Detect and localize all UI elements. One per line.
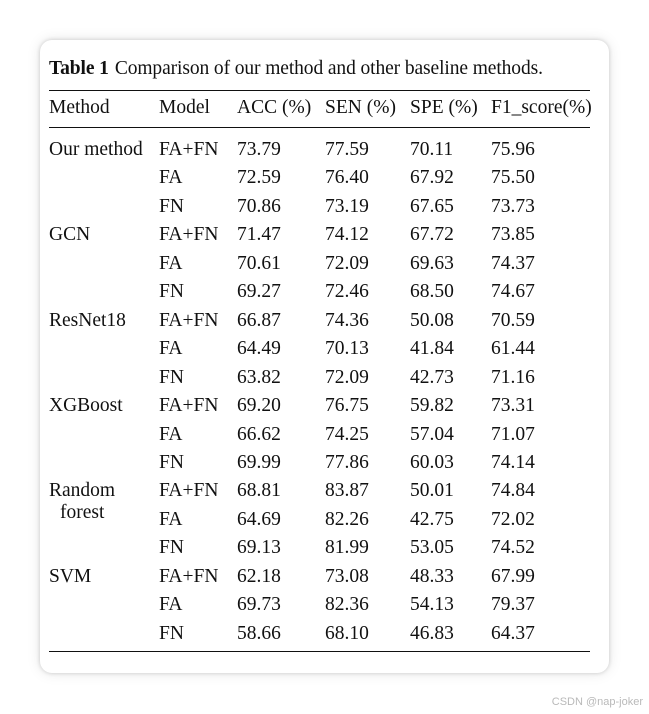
- f1-cell: 64.37: [491, 622, 535, 644]
- spe-cell: 50.08: [410, 309, 454, 331]
- spe-cell: 68.50: [410, 281, 454, 303]
- acc-cell: 69.99: [237, 451, 281, 473]
- sen-cell: 70.13: [325, 338, 369, 360]
- header-acc: ACC (%): [237, 97, 312, 118]
- method-label: XGBoost: [49, 395, 123, 417]
- table-caption-text: Comparison of our method and other baseline methods.: [114, 58, 543, 79]
- method-label: Random: [49, 480, 116, 502]
- header-f1: F1_score(%): [491, 97, 592, 118]
- sen-cell: 74.36: [325, 309, 369, 331]
- acc-cell: 66.87: [237, 309, 281, 331]
- model-cell: FA+FN: [159, 395, 219, 417]
- model-cell: FA+FN: [159, 565, 219, 587]
- table-label: Table 1: [49, 58, 109, 79]
- sen-cell: 73.08: [325, 565, 369, 587]
- model-cell: FA: [159, 167, 183, 189]
- sen-cell: 82.36: [325, 594, 369, 616]
- sen-cell: 83.87: [325, 480, 369, 502]
- method-label: GCN: [49, 224, 91, 246]
- acc-cell: 64.49: [237, 338, 281, 360]
- f1-cell: 73.85: [491, 224, 535, 246]
- acc-cell: 72.59: [237, 167, 281, 189]
- f1-cell: 72.02: [491, 508, 535, 530]
- f1-cell: 74.52: [491, 537, 535, 559]
- model-cell: FN: [159, 622, 184, 644]
- spe-cell: 41.84: [410, 338, 454, 360]
- acc-cell: 70.61: [237, 252, 281, 274]
- acc-cell: 64.69: [237, 508, 281, 530]
- sen-cell: 74.12: [325, 224, 369, 246]
- f1-cell: 75.96: [491, 139, 535, 160]
- acc-cell: 66.62: [237, 423, 281, 445]
- f1-cell: 74.67: [491, 281, 535, 303]
- model-cell: FA: [159, 508, 183, 530]
- bottom-rule: [49, 651, 590, 652]
- sen-cell: 77.86: [325, 451, 369, 473]
- sen-cell: 73.19: [325, 195, 369, 217]
- model-cell: FN: [159, 281, 184, 303]
- method-label: forest: [60, 502, 105, 524]
- spe-cell: 60.03: [410, 451, 454, 473]
- sen-cell: 72.46: [325, 281, 369, 303]
- f1-cell: 71.07: [491, 423, 535, 445]
- model-cell: FN: [159, 195, 184, 217]
- sen-cell: 81.99: [325, 537, 369, 559]
- header-model: Model: [159, 97, 210, 118]
- model-cell: FA+FN: [159, 224, 219, 246]
- sen-cell: 76.40: [325, 167, 369, 189]
- f1-cell: 79.37: [491, 594, 535, 616]
- f1-cell: 73.31: [491, 395, 535, 417]
- acc-cell: 63.82: [237, 366, 281, 388]
- header-spe: SPE (%): [410, 97, 478, 118]
- f1-cell: 74.84: [491, 480, 535, 502]
- spe-cell: 53.05: [410, 537, 454, 559]
- header-sen: SEN (%): [325, 97, 396, 118]
- spe-cell: 48.33: [410, 565, 454, 587]
- spe-cell: 54.13: [410, 594, 454, 616]
- f1-cell: 61.44: [491, 338, 535, 360]
- sen-cell: 77.59: [325, 139, 369, 160]
- model-cell: FA+FN: [159, 480, 219, 502]
- acc-cell: 69.20: [237, 395, 281, 417]
- acc-cell: 69.27: [237, 281, 281, 303]
- spe-cell: 67.92: [410, 167, 454, 189]
- sen-cell: 72.09: [325, 366, 369, 388]
- model-cell: FA: [159, 423, 183, 445]
- acc-cell: 73.79: [237, 139, 281, 160]
- f1-cell: 67.99: [491, 565, 535, 587]
- model-cell: FA+FN: [159, 139, 219, 160]
- f1-cell: 74.37: [491, 252, 535, 274]
- spe-cell: 67.72: [410, 224, 454, 246]
- model-cell: FA: [159, 252, 183, 274]
- f1-cell: 71.16: [491, 366, 535, 388]
- model-cell: FA: [159, 594, 183, 616]
- table-card: [40, 40, 609, 673]
- acc-cell: 68.81: [237, 480, 281, 502]
- table-caption: [49, 58, 543, 80]
- model-cell: FN: [159, 451, 184, 473]
- sen-cell: 74.25: [325, 423, 369, 445]
- spe-cell: 42.75: [410, 508, 454, 530]
- method-label: SVM: [49, 565, 92, 587]
- acc-cell: 69.73: [237, 594, 281, 616]
- acc-cell: 70.86: [237, 195, 281, 217]
- acc-cell: 58.66: [237, 622, 281, 644]
- model-cell: FA: [159, 338, 183, 360]
- model-cell: FN: [159, 537, 184, 559]
- acc-cell: 62.18: [237, 565, 281, 587]
- watermark: CSDN @nap-joker: [551, 696, 643, 708]
- top-rule: [49, 90, 590, 91]
- sen-cell: 76.75: [325, 395, 369, 417]
- spe-cell: 67.65: [410, 195, 454, 217]
- acc-cell: 71.47: [237, 224, 281, 246]
- f1-cell: 73.73: [491, 195, 535, 217]
- header-rule: [49, 127, 590, 128]
- model-cell: FN: [159, 366, 184, 388]
- spe-cell: 42.73: [410, 366, 454, 388]
- f1-cell: 70.59: [491, 309, 535, 331]
- spe-cell: 70.11: [410, 139, 454, 160]
- acc-cell: 69.13: [237, 537, 281, 559]
- method-label: Our method: [49, 139, 143, 160]
- spe-cell: 59.82: [410, 395, 454, 417]
- spe-cell: 69.63: [410, 252, 454, 274]
- sen-cell: 68.10: [325, 622, 369, 644]
- f1-cell: 75.50: [491, 167, 535, 189]
- sen-cell: 72.09: [325, 252, 369, 274]
- f1-cell: 74.14: [491, 451, 535, 473]
- spe-cell: 57.04: [410, 423, 454, 445]
- spe-cell: 50.01: [410, 480, 454, 502]
- header-method: Method: [49, 97, 110, 118]
- method-label: ResNet18: [49, 309, 126, 331]
- sen-cell: 82.26: [325, 508, 369, 530]
- model-cell: FA+FN: [159, 309, 219, 331]
- spe-cell: 46.83: [410, 622, 454, 644]
